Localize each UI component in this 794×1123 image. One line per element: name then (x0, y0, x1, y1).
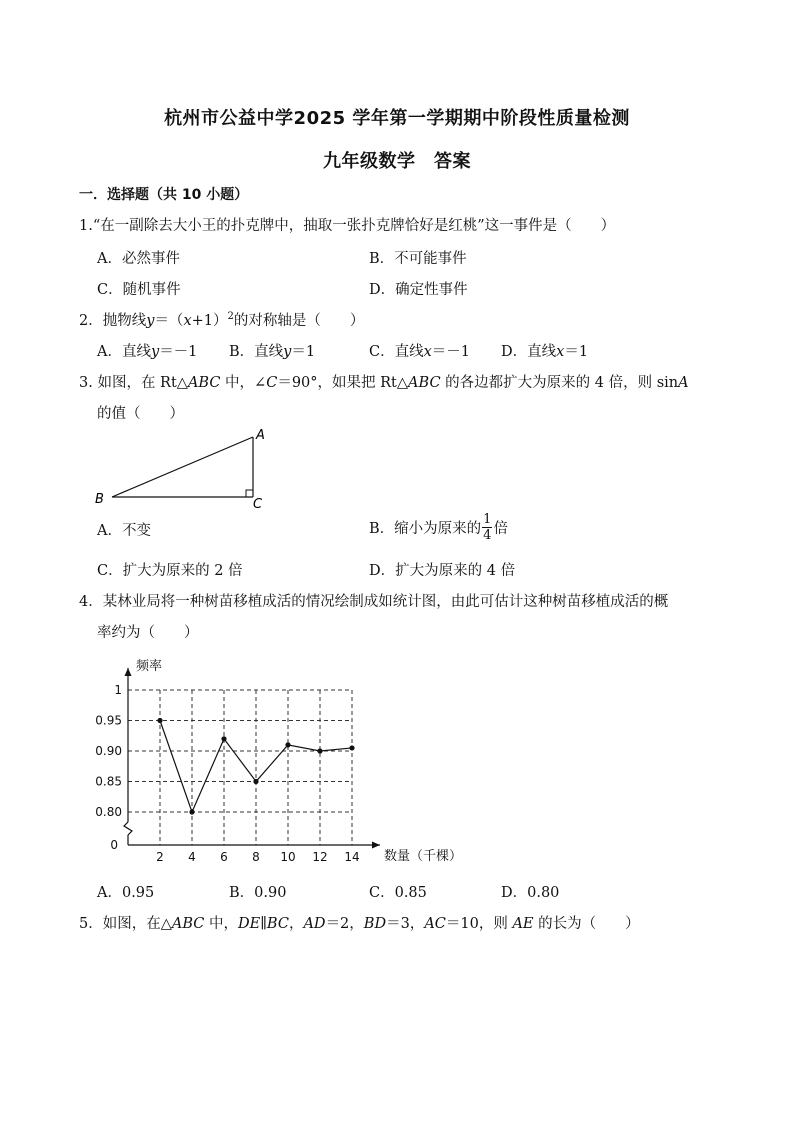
q2-rest: +1） (191, 313, 228, 329)
data-point (285, 742, 290, 747)
data-point (349, 745, 354, 750)
q3-option-c: C．扩大为原来的 2 倍 (97, 563, 243, 579)
q5-text-2: 中， (204, 916, 238, 932)
question-4-line2: 率约为（ ） (97, 625, 199, 641)
q2-option-c-label: C．直线 (369, 344, 424, 360)
q2-option-a-val: ＝－1 (159, 344, 198, 360)
data-point (157, 718, 162, 723)
q5-text-5: ＝2， (325, 916, 364, 932)
q2-option-a-label: A．直线 (97, 344, 151, 360)
y-tick-label: 1 (114, 683, 122, 697)
q3-option-b-text: B．缩小为原来的 (369, 521, 482, 537)
q4-option-d: D．0.80 (501, 885, 560, 901)
q5-text-4: ， (288, 916, 304, 932)
q5-de: DE (238, 916, 261, 932)
x-tick-label: 10 (280, 850, 296, 864)
q3-text-c: ＝90°，如果把 Rt△ (277, 375, 409, 391)
vertex-a-label: A (256, 428, 265, 443)
q2-prefix: 2．抛物线 (79, 313, 147, 329)
origin-label: 0 (110, 838, 118, 852)
section-heading: 一．选择题（共 10 小题） (79, 187, 249, 203)
y-axis-arrow (125, 668, 132, 676)
q4-option-c: C．0.85 (369, 885, 427, 901)
q3-option-a: A．不变 (97, 523, 151, 539)
y-tick-label: 0.85 (95, 774, 122, 789)
q3-text-d: 的各边都扩大为原来的 4 倍，则 sin (440, 375, 679, 391)
question-3 (79, 371, 689, 392)
q3-a: A (678, 375, 689, 391)
x-tick-label: 12 (312, 850, 328, 864)
side-ab (112, 437, 253, 497)
q5-text-7: ＝10，则 (445, 916, 513, 932)
page-subtitle: 九年级数学 答案 (323, 151, 471, 172)
q1-option-d: D．确定性事件 (369, 282, 468, 298)
y-tick-label: 0.95 (95, 713, 122, 728)
q2-option-d (501, 340, 588, 361)
x-axis-title: 数量（千棵） (384, 849, 463, 864)
q2-option-c-val: ＝－1 (431, 344, 471, 360)
q2-option-b-var: y (283, 344, 292, 360)
q2-eq: ＝（ (154, 313, 184, 329)
q5-ad: AD (303, 916, 326, 932)
q1-option-a: A．必然事件 (97, 251, 180, 267)
right-angle-mark (246, 490, 253, 497)
question-4: 4．某林业局将一种树苗移植成活的情况绘制成如统计图，由此可估计这种树苗移植成活的概 (79, 594, 669, 610)
q1-option-c: C．随机事件 (97, 282, 181, 298)
x-tick-label: 6 (220, 850, 228, 864)
page-title: 杭州市公益中学2025 学年第一学期期中阶段性质量检测 (164, 108, 630, 129)
q2-option-b-val: ＝1 (291, 344, 316, 360)
triangle-figure (90, 425, 280, 515)
q2-option-a (97, 340, 197, 361)
q3-abc: ABC (187, 375, 221, 391)
q2-option-c-var: x (423, 344, 432, 360)
x-tick-label: 14 (344, 850, 360, 864)
q2-var-x: x (183, 313, 192, 329)
y-tick-label: 0.80 (95, 805, 122, 819)
q3-c: C (266, 375, 278, 391)
question-5 (79, 912, 640, 933)
question-1: 1.“在一副除去大小王的扑克牌中，抽取一张扑克牌恰好是红桃”这一事件是（ ） (79, 218, 616, 234)
q5-text-6: ＝3， (386, 916, 425, 932)
data-point (317, 748, 322, 753)
q5-bc: BC (266, 916, 289, 932)
q5-abc: ABC (171, 916, 205, 932)
q2-var-y: y (146, 313, 155, 329)
q2-option-b-label: B．直线 (229, 344, 284, 360)
q2-option-c (369, 340, 470, 361)
y-tick-label: 0.90 (95, 744, 122, 758)
q5-ac: AC (424, 916, 446, 932)
data-point (189, 809, 194, 814)
q3-option-b (369, 513, 508, 542)
q3-abc-2: ABC (408, 375, 441, 391)
vertex-c-label: C (253, 497, 263, 512)
q5-bd: BD (363, 916, 387, 932)
chart-labels (95, 658, 462, 864)
y-axis-title: 频率 (136, 659, 163, 674)
x-tick-label: 8 (252, 850, 260, 864)
vertex-b-label: B (95, 492, 104, 507)
q2-exponent: 2 (227, 311, 234, 323)
q2-suffix: 的对称轴是（ ） (233, 313, 365, 329)
chart-grid (128, 690, 352, 845)
x-tick-label: 4 (188, 850, 196, 864)
chart-axes (124, 668, 380, 849)
x-axis-arrow (372, 842, 380, 849)
q5-ae: AE (512, 916, 534, 932)
q3-text-a: 3. 如图，在 Rt△ (79, 375, 188, 391)
data-point (221, 736, 226, 741)
q2-option-d-val: ＝1 (564, 344, 589, 360)
q2-option-d-var: x (556, 344, 565, 360)
fraction-one-quarter (482, 513, 492, 542)
q3-option-d: D．扩大为原来的 4 倍 (369, 563, 516, 579)
q2-option-b (229, 340, 315, 361)
frequency-line-chart (90, 650, 470, 870)
fraction-numerator: 1 (483, 512, 492, 527)
q4-option-b: B．0.90 (229, 885, 287, 901)
question-3-line2: 的值（ ） (97, 406, 184, 422)
q2-option-d-label: D．直线 (501, 344, 557, 360)
q5-parallel: ∥ (260, 916, 267, 932)
question-2 (79, 309, 364, 330)
data-point (253, 779, 258, 784)
q5-text-8: 的长为（ ） (533, 916, 640, 932)
fraction-denominator: 4 (483, 528, 492, 543)
x-tick-label: 2 (156, 850, 164, 864)
q3-option-b-suffix: 倍 (493, 521, 508, 537)
q5-text-1: 5．如图，在△ (79, 916, 172, 932)
q1-option-b: B．不可能事件 (369, 251, 467, 267)
q4-option-a: A．0.95 (97, 885, 155, 901)
q3-text-b: 中，∠ (220, 375, 267, 391)
y-axis-break (124, 822, 132, 835)
q2-option-a-var: y (150, 344, 160, 360)
